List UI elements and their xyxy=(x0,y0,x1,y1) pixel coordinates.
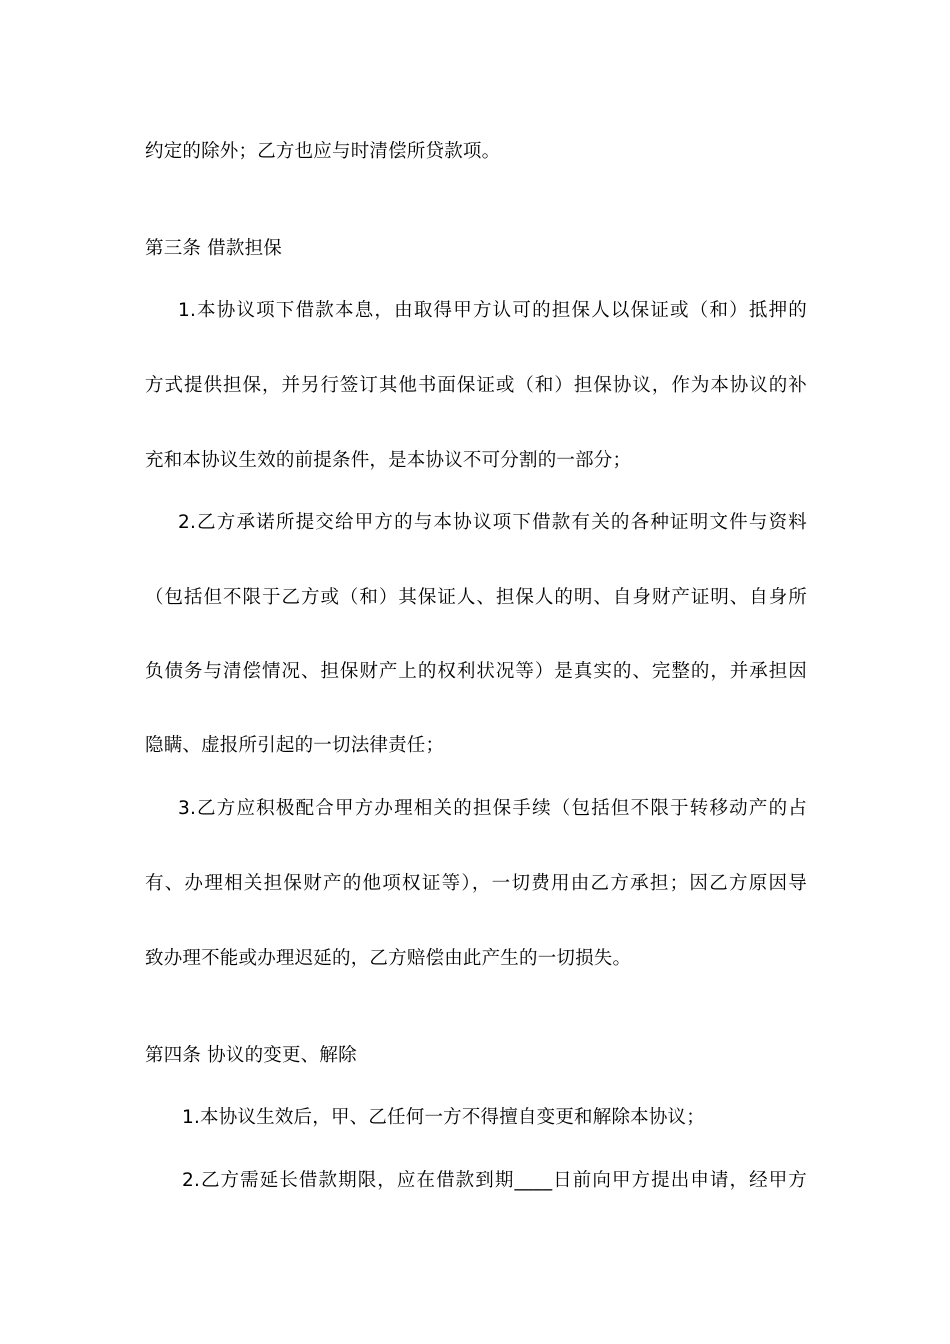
section-heading-article-4: 第四条 协议的变更、解除 xyxy=(145,1045,357,1066)
section-heading-article-3: 第三条 借款担保 xyxy=(145,238,282,259)
paragraph-line: 隐瞒、虚报所引起的一切法律责任； xyxy=(145,735,445,756)
paragraph-line: 2.乙方需延长借款期限，应在借款到期____日前向甲方提出申请，经甲方 xyxy=(182,1170,807,1191)
paragraph-line: 有、办理相关担保财产的他项权证等），一切费用由乙方承担；因乙方原因导 xyxy=(145,873,807,894)
paragraph-line: 方式提供担保，并另行签订其他书面保证或（和）担保协议，作为本协议的补 xyxy=(145,375,807,396)
paragraph-line: 2.乙方承诺所提交给甲方的与本协议项下借款有关的各种证明文件与资料 xyxy=(178,512,807,533)
paragraph-line: （包括但不限于乙方或（和）其保证人、担保人的明、自身财产证明、自身所 xyxy=(145,587,807,608)
paragraph-line: 约定的除外；乙方也应与时清偿所贷款项。 xyxy=(145,141,501,162)
paragraph-line: 1.本协议生效后，甲、乙任何一方不得擅自变更和解除本协议； xyxy=(182,1107,705,1128)
paragraph-line: 3.乙方应积极配合甲方办理相关的担保手续（包括但不限于转移动产的占 xyxy=(178,798,807,819)
paragraph-line: 1.本协议项下借款本息，由取得甲方认可的担保人以保证或（和）抵押的 xyxy=(178,300,807,321)
paragraph-line: 负债务与清偿情况、担保财产上的权利状况等）是真实的、完整的，并承担因 xyxy=(145,661,807,682)
paragraph-line: 致办理不能或办理迟延的，乙方赔偿由此产生的一切损失。 xyxy=(145,948,632,969)
paragraph-line: 充和本协议生效的前提条件，是本协议不可分割的一部分； xyxy=(145,450,632,471)
